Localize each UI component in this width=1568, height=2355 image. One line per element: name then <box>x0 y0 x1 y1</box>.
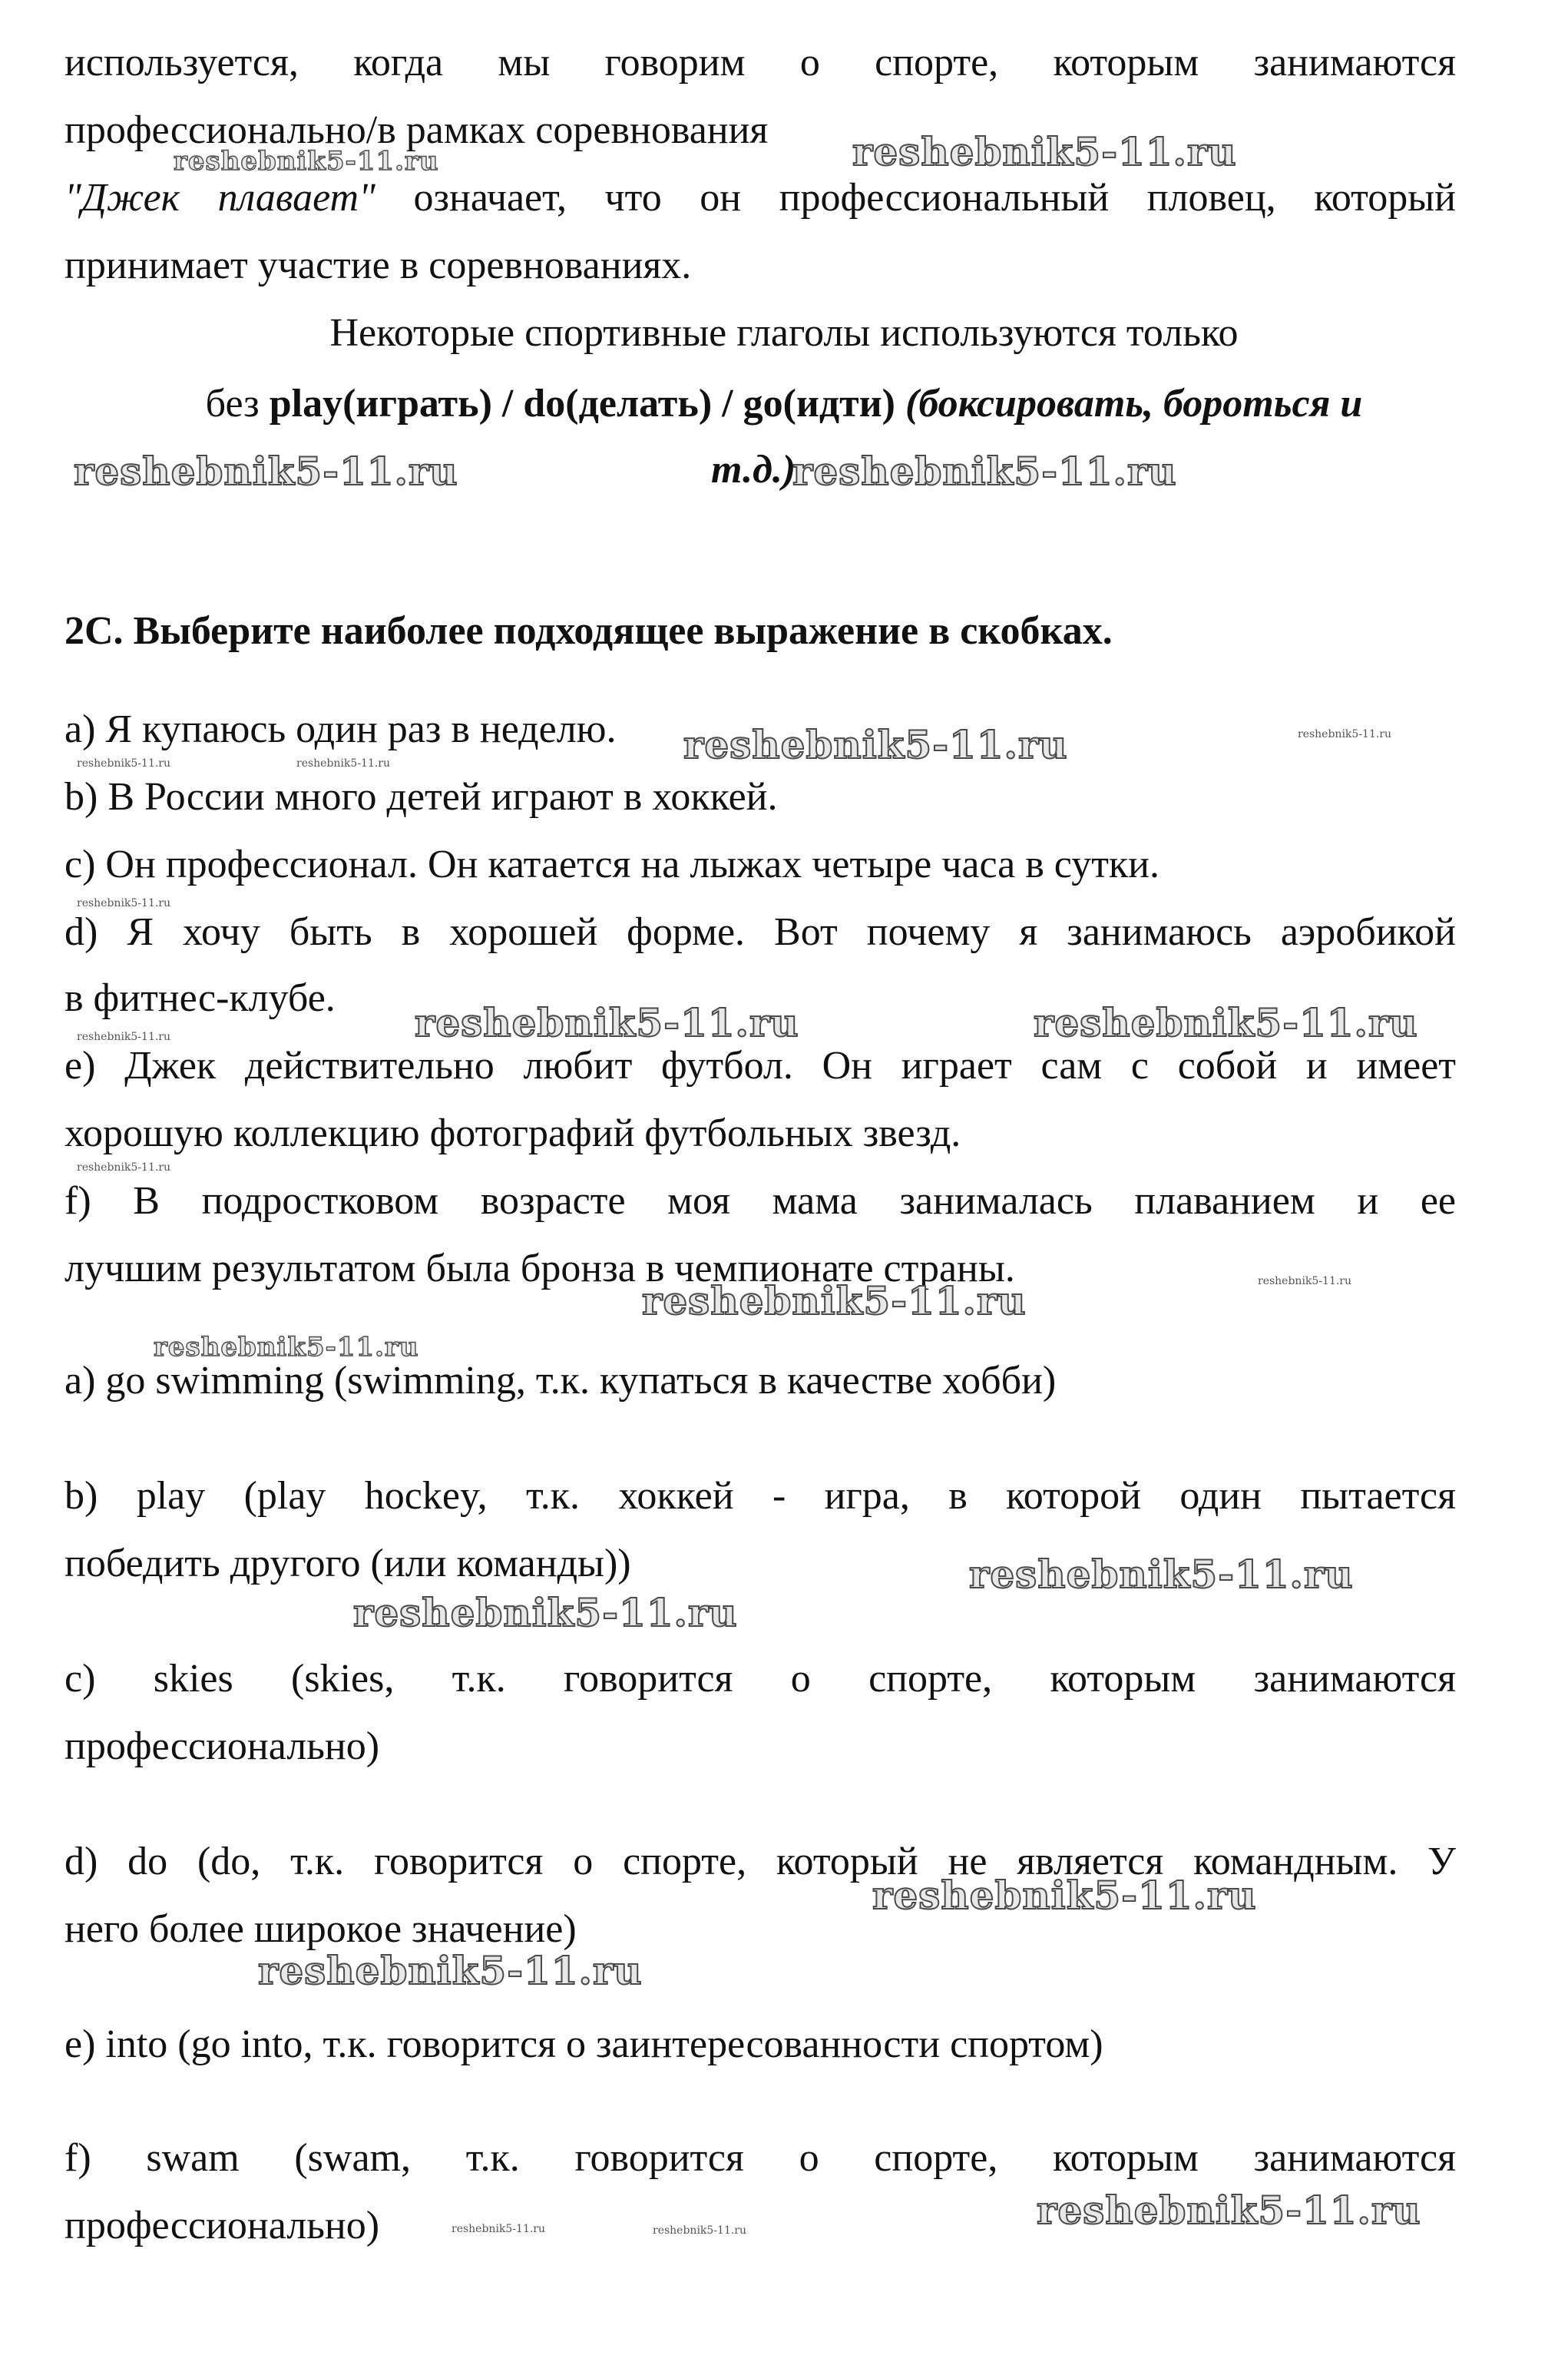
intro-center-line-2 <box>0 381 1568 427</box>
center-prefix: без <box>205 382 270 426</box>
task-item-a: a) Я купаюсь один раз в неделю. <box>65 707 617 751</box>
watermark: reshebnik5-11.ru <box>1037 2188 1421 2233</box>
watermark: reshebnik5-11.ru <box>1258 1275 1352 1287</box>
watermark: reshebnik5-11.ru <box>452 2223 546 2235</box>
watermark: reshebnik5-11.ru <box>792 449 1177 494</box>
watermark: reshebnik5-11.ru <box>258 1948 643 1993</box>
watermark: reshebnik5-11.ru <box>969 1552 1354 1597</box>
verbs-bold: play(играть) / do(делать) / go(идти) <box>269 382 895 426</box>
watermark: reshebnik5-11.ru <box>642 1278 1027 1323</box>
task-item-f: f) В подростковом возрасте моя мама занималась плаванием и ее <box>65 1179 1456 1223</box>
watermark: reshebnik5-11.ru <box>1034 1000 1418 1045</box>
task-item-d-cont: в фитнес-клубе. <box>65 976 336 1020</box>
watermark: reshebnik5-11.ru <box>653 2224 747 2237</box>
watermark: reshebnik5-11.ru <box>415 1000 799 1045</box>
quote-example: "Джек плавает" <box>65 176 375 220</box>
task-heading: 2С. Выберите наиболее подходящее выражение в скобках. <box>65 609 1113 653</box>
watermark: reshebnik5-11.ru <box>353 1590 738 1635</box>
task-item-b: b) В России много детей играют в хоккей. <box>65 775 778 819</box>
task-item-f-cont: лучшим результатом была бронза в чемпионате страны. <box>65 1247 1015 1290</box>
watermark: reshebnik5-11.ru <box>296 757 391 770</box>
watermark: reshebnik5-11.ru <box>77 897 171 909</box>
watermark: reshebnik5-11.ru <box>174 146 439 177</box>
intro-center-line-1: Некоторые спортивные глаголы используются только <box>329 311 1239 355</box>
answer-f-cont: профессионально) <box>65 2204 380 2247</box>
intro-line-4: принимает участие в соревнованиях. <box>65 243 692 287</box>
answer-d-cont: него более широкое значение) <box>65 1907 577 1951</box>
quote-explanation: означает, что он профессиональный пловец, который <box>375 176 1456 220</box>
answer-b: b) play (play hockey, т.к. хоккей - игра, в которой один пытается <box>65 1474 1456 1518</box>
intro-line-1: используется, когда мы говорим о спорте, которым занимаются <box>65 41 1456 84</box>
watermark: reshebnik5-11.ru <box>77 1031 171 1043</box>
answer-c-cont: профессионально) <box>65 1724 380 1768</box>
answer-a: a) go swimming (swimming, т.к. купаться в качестве хобби) <box>65 1359 1057 1403</box>
answer-e: e) into (go into, т.к. говорится о заинтересованности спортом) <box>65 2022 1103 2066</box>
watermark: reshebnik5-11.ru <box>77 757 171 770</box>
watermark: reshebnik5-11.ru <box>683 722 1068 767</box>
intro-line-2: профессионально/в рамках соревнования <box>65 108 769 152</box>
watermark: reshebnik5-11.ru <box>852 129 1237 174</box>
task-item-c: c) Он профессионал. Он катается на лыжах четыре часа в сутки. <box>65 843 1160 886</box>
answer-b-cont: победить другого (или команды)) <box>65 1542 631 1585</box>
examples-italic: (боксировать, бороться и <box>895 382 1363 426</box>
task-item-d: d) Я хочу быть в хорошей форме. Вот почему я занимаюсь аэробикой <box>65 910 1456 954</box>
answer-d: d) do (do, т.к. говорится о спорте, который не является командным. У <box>65 1840 1456 1883</box>
watermark: reshebnik5-11.ru <box>74 449 458 494</box>
etc-italic: т.д.) <box>711 448 796 492</box>
watermark: reshebnik5-11.ru <box>1298 728 1392 740</box>
watermark: reshebnik5-11.ru <box>154 1332 419 1363</box>
intro-line-3 <box>65 175 1456 221</box>
answer-f: f) swam (swam, т.к. говорится о спорте, которым занимаются <box>65 2136 1456 2180</box>
watermark: reshebnik5-11.ru <box>872 1873 1257 1918</box>
answer-c: c) skies (skies, т.к. говорится о спорте, которым занимаются <box>65 1657 1456 1701</box>
watermark: reshebnik5-11.ru <box>77 1161 171 1174</box>
task-item-e: e) Джек действительно любит футбол. Он играет сам с собой и имеет <box>65 1044 1456 1088</box>
intro-center-line-3 <box>711 447 796 493</box>
task-item-e-cont: хорошую коллекцию фотографий футбольных звезд. <box>65 1111 961 1155</box>
